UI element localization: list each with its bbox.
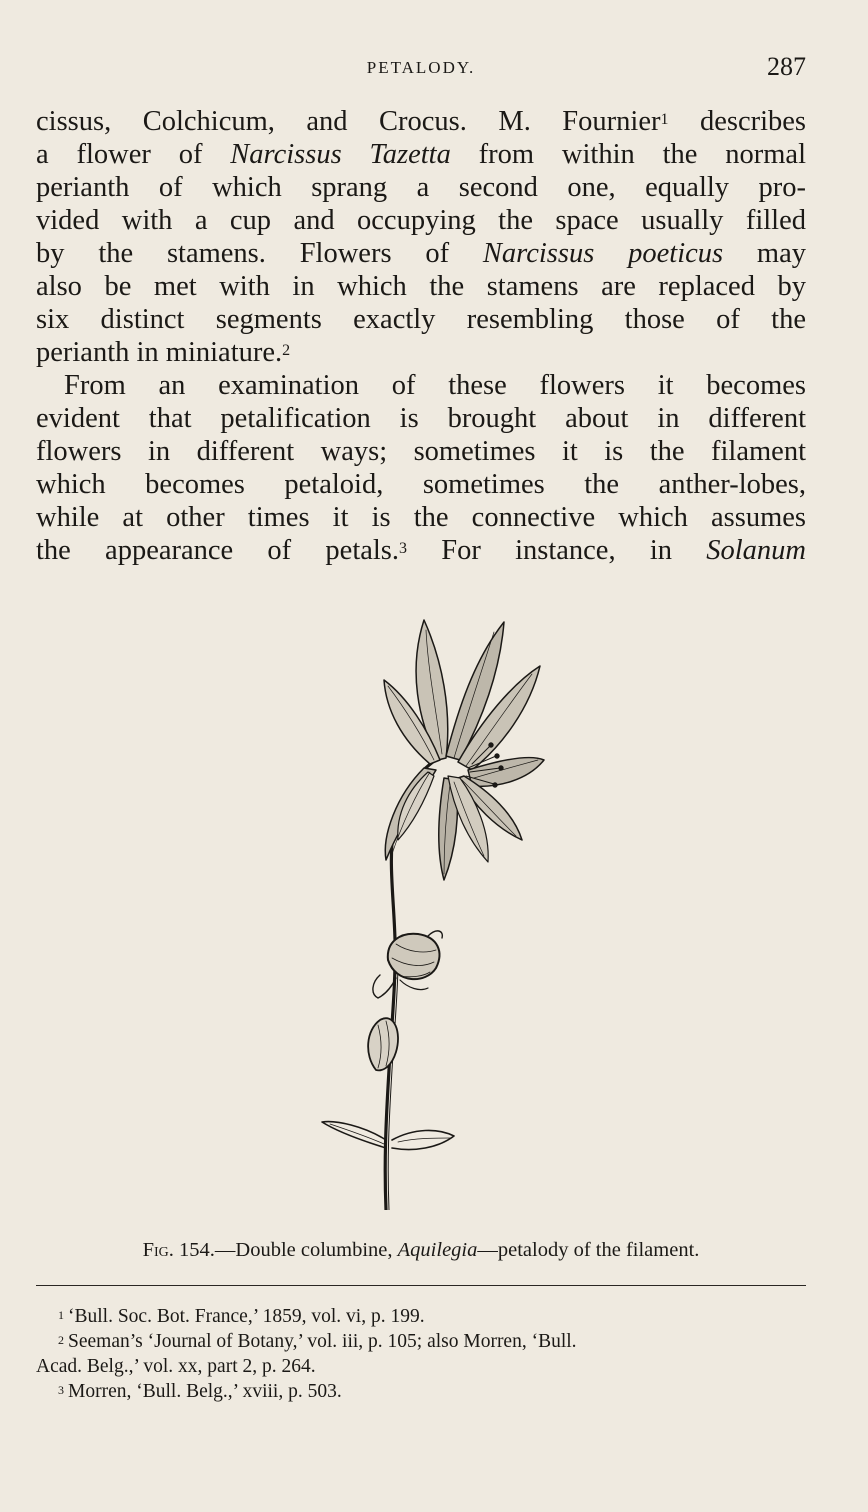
text-line: by the stamens. Flowers of Narcissus poeticus may [36,238,806,269]
text-line: perianth of which sprang a second one, equally pro- [36,172,806,203]
text-line: evident that petalification is brought about in different [36,403,806,434]
body-text [36,105,806,567]
footnote-3: $^3$ Morren, ‘Bull. Belg.,’ xviii, p. 503. [58,1381,342,1402]
base-leaf-left [322,1122,386,1148]
footnotes [36,1304,806,1404]
columbine-illustration [268,600,588,1210]
footnote-ref: 2 [282,342,291,359]
footnote-divider [36,1285,806,1286]
species-name: Narcissus Tazetta [230,139,451,170]
base-leaf-right [392,1130,454,1149]
running-title: PETALODY. [366,58,476,77]
footnote-2: $^2$ Seeman’s ‘Journal of Botany,’ vol. iii, p. 105; also Morren, ‘Bull. [58,1331,577,1352]
text-line: also be met with in which the stamens are replaced by [36,271,806,302]
text-line: cissus, Colchicum, and Crocus. M. Fournier$^1$ describes [36,106,806,137]
footnote-1: $^1$ ‘Bull. Soc. Bot. France,’ 1859, vol. vi, p. 199. [58,1306,425,1327]
figure-label: Fig. 154. [142,1239,215,1261]
text-line: From an examination of these flowers it becomes [64,370,806,401]
text-line: six distinct segments exactly resembling those of the [36,304,806,335]
footnote-mark: 2 [58,1333,64,1347]
species-name: Narcissus poeticus [482,238,724,269]
text-line: which becomes petaloid, sometimes the anther-lobes, [36,469,806,500]
middle-bud [388,934,440,979]
text-line: perianth in miniature.$^2$ [36,337,291,368]
footnote-ref: 1 [660,111,669,128]
genus-name: Solanum [706,535,806,566]
lower-bud [368,1018,398,1070]
text-line: vided with a cup and occupying the space usually filled [36,205,806,236]
text-line: while at other times it is the connective which assumes [36,502,806,533]
text-line: the appearance of petals.$^3$ For instance, in Solanum [36,535,806,566]
page-number: 287 [767,52,806,81]
text-line: flowers in different ways; sometimes it is the filament [36,436,806,467]
genus-name: Aquilegia [397,1239,478,1261]
flower-head [384,620,544,880]
footnote-ref: 3 [399,540,408,557]
figure-caption: Fig. 154.—Double columbine, Aquilegia—petalody of the filament. [142,1239,700,1261]
footnote-mark: 1 [58,1308,64,1322]
engraving [268,600,588,1210]
footnote-mark: 3 [58,1383,64,1397]
footnote-2-continued: Acad. Belg.,’ vol. xx, part 2, p. 264. [36,1356,316,1377]
running-header [36,52,806,82]
text-line: a flower of Narcissus Tazetta from within the normal [36,139,806,170]
